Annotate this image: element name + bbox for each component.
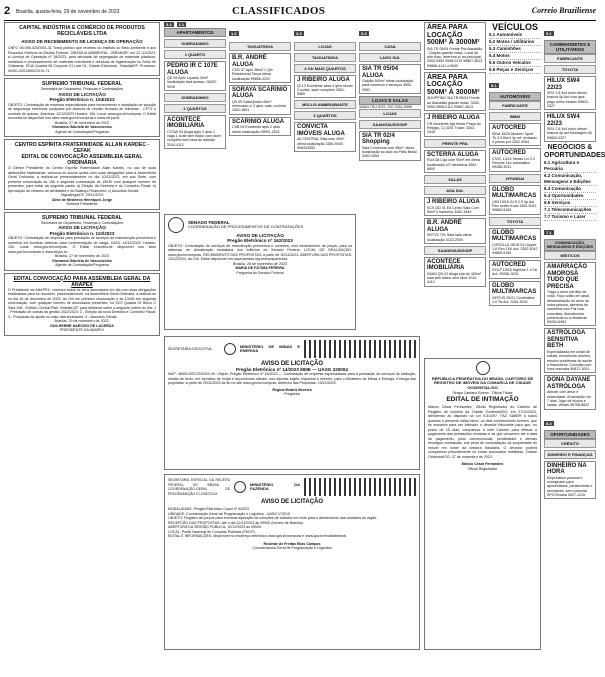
classified-ad — [544, 262, 596, 326]
ad-body: VIRTUS 20/21 Comfortline 1.0 Tsi Aut. 3262-5042 — [492, 295, 535, 304]
category-item: 7.1 Telecomunicações — [544, 207, 596, 214]
notice-signer: Aline de Medeiros Henriques Jorge — [51, 197, 113, 202]
city-lago-sul: LAGO SUL — [359, 53, 421, 62]
notice-subtitle: Pregão Eletrônico nº 14/2023 MME — UASG 320004 — [236, 367, 348, 372]
ad-title: SIA TR 05/04 ALUGA — [362, 66, 399, 79]
ad-body: SRTVS 701 Sala sala ótima localização 3322-2000 — [427, 233, 472, 242]
classified-ad — [424, 197, 486, 216]
ad-body: COROLLA 18/18 GLI Upper 1.8 Flex 16V Aut. 3262-5042 99869-5199 — [492, 242, 538, 256]
ad-body: CR excelente loja frente Praça do Relógio, Cj 3251 Tratar: 3262-3449 — [427, 121, 481, 135]
notice-title: AVISO DE LICITAÇÃO — [260, 499, 324, 505]
ad-title: GLOBO MULTIMARCAS — [492, 282, 537, 296]
sub-category-misticos: MÍSTICOS — [544, 251, 596, 260]
ad-title: B.R. ANDRÉ ALUGA — [427, 220, 462, 233]
notice-cartorio — [424, 358, 541, 651]
sub-category-credito: CRÉDITO — [544, 439, 596, 448]
notice-subtitle: AVISO DE RECEBIMENTO DE LICENÇA DE OPERAÇÃO — [21, 39, 143, 44]
notice-line: OBJETO: Registro de preços para eventual aquisição de soluções de trabalho em rede para o atendimento das unidades do órgão. — [168, 516, 378, 520]
rooms-3: 3 QUARTOS — [294, 111, 356, 120]
category-item: 5.6 Peças e Serviços — [489, 67, 541, 74]
category-item: 5.2 Motos / Utilitários — [489, 39, 541, 46]
category-automoveis: AUTOMÓVEIS — [489, 92, 541, 101]
notice-signer-role: Coordenadora-Geral de Programação e Logística — [252, 546, 332, 550]
ad-body: Empréstimo pessoal e consignado para aposentados, pensionistas e servidores, sem consulta SPC/Serasa 3027-1215 — [547, 475, 593, 497]
category-item: 6.1 Agricultura e Pecuária — [544, 160, 596, 173]
notice-dept: COORDENAÇÃO DE PROCEDIMENTOS DE CONTRATAÇÕES — [188, 224, 304, 229]
notice-title: CAPITAL INDÚSTRIA E COMÉRCIO DE PRODUTOS RECICLÁVEIS LTDA — [19, 25, 145, 37]
vehicle-categories — [489, 32, 541, 74]
notice-line: MODALIDADE: Pregão Eletrônico Copol nº 6/2023 — [168, 507, 250, 511]
ad-title: AUTOCRED — [492, 125, 526, 131]
sub-category: MOLLI0 AMMIRABANTE — [294, 100, 356, 109]
notice-org: MINISTÉRIO DA FAZENDA — [250, 481, 300, 491]
classified-ad — [424, 113, 486, 136]
ad-body: QS 05 Sala/Quarto 64m² reformado c/ 2 qtos, sala, cozinha 3351-4891 — [232, 99, 286, 113]
ad-body: Atende com amor e sinceridade. Amarração em 7 dias. Jogo de búzios e cartas. Whats 99798-8822 — [547, 390, 591, 408]
ad-body: RUA 08 Loja com 90m² em ótima localização c/2 banheiros 3561-8600 — [427, 158, 480, 171]
sub-category-financas: DINHEIRO E FINANÇAS — [544, 450, 596, 459]
notice-org: SUPREMO TRIBUNAL FEDERAL — [41, 81, 123, 88]
classified-ad — [359, 131, 421, 161]
category-casa: CASA — [359, 42, 421, 51]
notice-signer: Regina Beatriz Bezerra — [272, 387, 312, 392]
classified-ad — [164, 115, 226, 149]
ad-body: Trago o amor perdido de volta. Faço união de casal, desamarração do amor de outra pessoa, abertura de caminhos com Pai Ivan, consultas. Atendimento presencial ou a distância. 99254-6983 — [547, 290, 590, 325]
classified-ad — [544, 461, 596, 499]
page-number: 2 — [4, 5, 11, 17]
governo-federal-logo — [304, 478, 416, 496]
category-code: 8.4 — [546, 420, 552, 426]
city-sobradinho-2: SOBRADINHO — [164, 93, 226, 102]
notice-anapex — [4, 273, 160, 336]
notice-title: EDITAL DE INTIMAÇÃO — [446, 396, 519, 404]
category-item: 5.3 Caminhões — [489, 46, 541, 53]
ad-title: J RIBEIRO ALUGA — [427, 199, 480, 206]
classified-ad — [489, 185, 541, 215]
ad-body: Especializada em união de casais, encaminha amores, resolve problemas de saúde e financeiros. Consulta com hora marcada 99817-3001 — [547, 349, 593, 372]
classified-ad — [424, 72, 486, 111]
governo-federal-logo — [304, 340, 416, 358]
column-commercial — [359, 22, 421, 327]
notice-body: CNPJ: 06.098.320/0001-31 Torna público que recebeu do Instituto do Meio Ambiente e dos Recursos Hídricos do Distrito Federal - BRASÍLIA AMBIENTAL - IBRAM/DF, em 22 /11/2023, a Licença de Operação nº 18/2023, para atividade de segregação de materiais plásticos, metálicos e processamento de materiais recicláveis e resíduos de higienização no Setor de Chácaras, SCIA Quadra 08 Conjunto 01 Lote 01, Cidade Estrutural - Brasília/DF. Processo: 00391-00013602/2019-71. — [8, 46, 156, 73]
ad-body: QD 09 Apto 1quarto 30m² localização fácil acesso. 98287-9016 — [167, 76, 218, 89]
notice-body: OBJETO: Contratação de empresa para prestação de serviços de manutenção preventiva e corretiva em bombas elétricas para movimentação de carga. DATA: 14/12/2023. Horário: 10h. Local: www.gov.br/compras. O Edital encontra-se disponível nos sites www.gov.br/compras e www.stf.jus.br. — [8, 236, 156, 254]
notice-title: AVISO DE LICITAÇÃO — [58, 225, 106, 231]
notice-body: OBJETO: Contratação de serviços de manutenção preventiva e corretiva, com fornecimento de peças, para os sistemas de climatização instalados nos edifícios do Senado Federal. LOCAL DE REALIZAÇÃO: www.gov.br/compras. RECEBIMENTO DAS PROPOSTAS: a partir de 30/11/2023. ABERTURA DAS PROPOSTAS: 13/12/2023, às 10h. Edital disponível em www.senado.leg.br/transparencia. — [168, 243, 352, 262]
notice-date: Brasília, 27 de novembro de 2023 — [55, 120, 109, 125]
notice-date: Brasília, 29 de novembro de 2023. — [54, 319, 110, 324]
ad-title: ACONTECE IMOBILIÁRIA — [167, 116, 205, 130]
notice-signer-role: Pregoeira do Senado Federal — [236, 270, 284, 275]
classified-ad — [489, 123, 541, 146]
classified-ad — [294, 75, 356, 98]
notice-mme — [164, 336, 420, 471]
brand-hyundai: HYUNDAI — [489, 174, 541, 183]
notice-signer-role: Agente de Contratação/Pregoeira — [55, 263, 109, 268]
category-item: 6.5 Serviços — [544, 200, 596, 207]
column-legal-notices — [4, 22, 160, 672]
ad-title: SORAYA SCARINIO ALUGA — [232, 86, 288, 100]
notice-signer-role: PRESIDENTE DA ANAPEX — [59, 328, 105, 333]
category-caminhonetes: CAMINHONETES E UTILITÁRIOS — [544, 40, 596, 54]
city-saan: SAAN/SIA/SIG/SIP — [359, 120, 421, 129]
category-item: 5.1 Automóveis — [489, 32, 541, 39]
ad-title: HILUX SW4 22/23 — [547, 78, 580, 91]
ad-body: QI 13 Excelente casa 4 qtos sendo 2 suítes, lazer completo 3561-9889 — [297, 83, 353, 97]
ad-body: SRX 2.8 4x4 turbo diesel branca 4p Aut com ipva pago ótimo estado 99803-0327 — [547, 91, 589, 108]
classified-ad — [544, 375, 596, 409]
brand-toyota: TOYOTA — [489, 217, 541, 226]
page-header — [4, 2, 596, 21]
notice-body: O Presidente da ANAPEX, convoca todos os seus associados em dia com suas obrigações estatutárias para se reunirem, presencialmente, na Assembleia Geral Ordinária, a realizar-se no dia 16 de dezembro de 2023, às 10h em primeira convocação e às 10h30 em segunda convocação, com qualquer número de associados presentes, no SCS Quadra 02 Bloco C Sala 108 - Edifício Central Park, Brasília-DF, para deliberar sobre a seguinte ordem do dia: 1 - Prestação de contas da gestão 2022/2023; 2 - Eleição da nova Diretoria e Conselho Fiscal; 3 - Propostas de ajuste no valor das anuidades; 4 - Assuntos Gerais. — [8, 287, 156, 319]
label-fabricante: FABRICANTE — [489, 101, 541, 110]
notice-org: CENTRO ESPÍRITA FRATERNIDADE ALLAN KARDEC - CEFAK — [14, 142, 150, 155]
ad-title: J RIBEIRO ALUGA — [427, 115, 480, 122]
category-code: 5.1 — [491, 83, 497, 88]
notice-body: Márcio César Fernandes, Oficial Registrador do Cartório de Registro de Imóveis da Cidade Ocidental/GO, em 27/11/2023, atendendo ao disposto na Lei 9.514/97, FAZ SABER a todos quantos o presente edital virem, ou dele conhecimento tiverem, que se encontra para ser intimado o devedor fiduciante para que, no prazo de 15 dias, compareça a este Cartório para efetuar o pagamento das prestações vencidas e as que vencerem até a data do pagamento, juros convencionais, penalidades e demais encargos contratuais, sob pena de consolidação da propriedade do imóvel em nome da credora fiduciária. O devedor poderá comparecer pessoalmente ou enviar procurador habilitado. Cidade Ocidental/GO, 27 de novembro de 2023. — [428, 405, 537, 459]
classified-ad — [544, 328, 596, 373]
notice-cefak — [4, 139, 160, 210]
ad-title: CONVICTA IMÓVEIS ALUGA — [297, 124, 345, 137]
category-code: 5.1 — [546, 31, 552, 36]
notice-body: O Diretor Presidente do Centro Espírita Fraternidade Allan Kardec, no uso de suas atribuições estatutárias, convoca os sócios quites com suas obrigações para a Assembleia Geral Ordinária, a realizar-se presencialmente no dia 10/12/2023, em sua Sede, com primeira convocação às 15h e segunda convocação às 15h30 com qualquer número de presentes, para tratar da seguinte pauta: a) Eleição da Diretoria e do Conselho Fiscal; b) Aprovação do relatório de atividades e do Balanço Financeiro; c) Assuntos Gerais. — [8, 166, 156, 193]
ad-title: ACONTECE IMOBILIÁRIA — [427, 258, 465, 272]
ad-title: PEDRO IR C 107E ALUGA — [167, 63, 218, 76]
notice-date: Taguatinga/DF, 29/11/2023 — [60, 193, 104, 198]
brasao-icon — [476, 361, 490, 375]
notice-stf-104 — [4, 78, 160, 137]
column-areas — [424, 22, 486, 357]
category-code: 3.3 — [166, 22, 172, 27]
classified-ad — [424, 218, 486, 244]
notice-signer: Giovanna Gabriela de Vasconcelos — [52, 258, 112, 263]
classified-ad — [229, 85, 291, 115]
ad-body: SCS QD 01 Ed Cedro Sala Com 50m² e banheiro 3262-3449 — [427, 205, 479, 214]
city-asa-sul: ASA SUL — [424, 186, 486, 195]
classified-ad — [229, 53, 291, 83]
notice-date: Brasília, 27 de novembro de 2023 — [55, 254, 109, 259]
category-lojas-salas: LOJAS E SALAS — [359, 96, 421, 105]
classified-ad — [294, 122, 356, 152]
notice-fazenda — [164, 474, 420, 651]
ad-title: AUTOCRED — [492, 150, 526, 157]
brand-bmw: BMW — [489, 112, 541, 121]
ad-title: ÁREA PARA LOCAÇÃO 500M² À 3000M² — [427, 73, 480, 96]
rooms-2: 2 QUARTOS — [164, 104, 226, 113]
category-apartments: APARTAMENTOS — [164, 28, 226, 37]
section-business: NEGÓCIOS & OPORTUNIDADES — [544, 144, 605, 160]
notice-signer: Giovanna Gabriela de Vasconcelos — [52, 125, 112, 130]
classified-ad — [359, 64, 421, 94]
ad-title: SCTERRA ALUGA — [427, 151, 479, 158]
rooms-4: 4 OU MAIS QUARTOS — [294, 64, 356, 73]
ad-title: GLOBO MULTIMARCAS — [492, 229, 537, 243]
ad-body: SHOPPING SIA TR 05/04 Frente ao Atacadão grande estac. 3262-0953 9998-0113 99867-3813 — [427, 96, 480, 110]
category-code: 7.1 — [546, 230, 552, 236]
category-note: SAAN TSU SGS, SIG 3262-9996 — [359, 104, 412, 109]
page-date: Brasília, quarta-feira, 29 de novembro de 2023 — [16, 9, 120, 15]
category-lojas: LOJAS — [294, 42, 356, 51]
ad-body: CCSW 03 Aluga Apto 2 qtos 1 vaga 1 suíte sem fiador com lazer completo sem taxa de adesão 3244-4112 — [167, 129, 221, 147]
classified-ad — [229, 117, 291, 136]
ad-body: SRX 2.8 4x4 turbo diesel branca 4p aut blindagem 3A 99803-0327 — [547, 127, 592, 140]
ad-title: ÁREA PARA LOCAÇÃO 500M² À 3000M² — [427, 24, 480, 46]
category-item: 6.4 Oportunidades — [544, 193, 596, 200]
city-sobradinho: SOBRADINHO — [164, 39, 226, 48]
notice-org: REPÚBLICA FEDERATIVA DO BRASIL CARTÓRIO DE REGISTRO DE IMÓVEIS DA COMARCA DE CIDADE OCIDENTAL/GO — [431, 375, 534, 391]
ad-body: SINA 19/20 Modern Sport Tb 2.0 flex4 4p ref. revisado, 4 pneus por 3262-0954 — [492, 131, 538, 145]
notice-title: AVISO DE LICITAÇÃO — [236, 233, 284, 238]
category-comunicacao: COMUNICAÇÃO, MENSAGENS E EDIÇÕES — [544, 239, 596, 251]
rooms-1: 1 QUARTO — [164, 50, 226, 59]
classified-ad — [544, 76, 596, 110]
ad-title: J RIBEIRO ALUGA — [297, 77, 350, 83]
notice-line: EDITAL E INFORMAÇÕES: disponível no endereço eletrônico www.gov.br/compras e www.gov.br/receitafederal — [168, 534, 347, 538]
notice-org: SUPREMO TRIBUNAL FEDERAL — [41, 214, 123, 221]
notice-line: ABERTURA DA SESSÃO PÚBLICA: 12/12/2023 às 09h00. — [168, 525, 263, 529]
category-code: 1.1 — [178, 22, 185, 27]
notice-stf-110 — [4, 212, 160, 271]
category-oportunidades: OPORTUNIDADES — [544, 430, 596, 439]
notice-line: RECEPÇÃO DAS PROPOSTAS: até o dia 12/12/2023 às 09h00 (horário de Brasília). — [168, 520, 304, 525]
ad-title: AMARRAÇÃO AMOROSA TUDO QUE PRECISA — [547, 264, 587, 290]
city-taguatinga: TAGUATINGA — [229, 42, 291, 51]
ad-title: GLOBO MULTIMARCAS — [492, 186, 537, 200]
classified-ad — [489, 228, 541, 258]
category-item: 6.2 Comunicação, Mensagens e Edições — [544, 173, 596, 186]
notice-address: Sérgio Caetano Bueno - Oficial Titular — [452, 390, 513, 395]
category-item: 6.3 Comunicação — [544, 186, 596, 193]
category-item: 7.7 Turismo e Lazer — [544, 214, 596, 221]
notice-dept: Secretaria de Orçamento, Finanças e Contratações — [40, 220, 124, 225]
ad-title: SIA TR 02/4 Shopping — [362, 132, 395, 146]
ad-title: DINHEIRO NA HORA — [547, 462, 587, 476]
label-fabricante: FABRICANTE — [544, 54, 596, 63]
senado-seal-icon — [168, 217, 184, 233]
notice-body: OBJETO: Contratação de empresa especializada para fornecimento e instalação de solução de segurança eletrônica composta por sistema de circuito fechado de televisão - CFTV e controle de acesso. Abertura: 12/12/2023 Horário: 10h. Local: www.gov.br/compras. O Edital encontra-se disponível nos sites www.gov.br/compras e www.stf.jus.br. — [8, 102, 156, 121]
ad-body: CIVIC 13/14 Sedan Lxr 2.0 Flexone 16v automático 99286-3031 — [492, 156, 535, 170]
classified-ad — [424, 150, 486, 173]
notice-body: NUP: 48300.000720/2023-09. Objeto: Pregão Eletrônico nº 14/2023 — Contratação de empresa especializada para a prestação de serviços de tradução, versão de texto, em formatos de mídia e documentos oficiais, nos idiomas inglês, espanhol e francês, para o Ministério de Minas e Energia. Entrega das propostas: a partir de 29/11/2023 às 8h no site www.gov.br/compras. Abertura das Propostas: 13/12/2023. — [168, 372, 416, 386]
notice-org: MINISTÉRIO DE MINAS E ENERGIA — [240, 343, 300, 353]
notice-signer: Márcio César Fernandes — [461, 462, 504, 467]
ad-body: GOLF 19/19 Highline 1.4 Tsi Aut. 99286-3031 — [492, 268, 538, 277]
notice-title: AVISO DE LICITAÇÃO — [260, 361, 324, 367]
section-title: CLASSIFICADOS — [232, 5, 326, 17]
category-lojas: LOJAS — [359, 109, 421, 118]
city-saan: SAAN/SIA/SIG/SIP — [424, 246, 486, 255]
notice-senado — [164, 214, 356, 332]
classified-ad — [164, 61, 226, 91]
ad-body: 135i 15/16 GLS 2.0 4p Aut Flex aceito troca 3262-5042 99869-5199 — [492, 199, 537, 213]
ad-body: CSB 09 Excelente apto 2 qtos ótima localização 99991-2021 — [232, 125, 280, 134]
classified-ad — [544, 112, 596, 142]
section-vehicles: VEÍCULOS — [491, 22, 538, 32]
ad-body: AV CENTRAL Sala com 30m² ótima localização 3356-9000 996333552 — [297, 137, 345, 150]
ad-body: CSG 07 Apto 36m2 1 Qto Residencial Tonya ótima localização 99856-3222 — [232, 68, 273, 81]
category-item: 5.5 Outros Veículos — [489, 60, 541, 67]
notice-signer: MARIA DE FÁTIMA PEREIRA — [235, 266, 285, 271]
notice-org: SENADO FEDERAL — [188, 219, 230, 225]
ad-body: Sala Comercial com 45m², ótima localização ao lado do Pátio Brasil 3262-0064 — [362, 145, 417, 159]
notice-capital — [4, 22, 160, 76]
notice-line: LOCAL: Portal Nacional de Compras Públicas (PNCP). — [168, 529, 256, 534]
notice-subtitle: Pregão Eletrônico nº 162/2023 — [227, 238, 293, 244]
classified-ad — [489, 148, 541, 171]
column-apartments — [164, 22, 226, 212]
ad-title: HILUX SW4 22/23 — [547, 114, 580, 127]
notice-title: AVISO DE LICITAÇÃO — [58, 91, 106, 97]
category-item: 5.4 Motos — [489, 53, 541, 60]
notice-signer-role: Agente de Contratação/Pregoeira — [55, 129, 109, 134]
notice-signer: GUILHERME NARCISO DE LACERDA — [50, 323, 114, 328]
classified-ad — [489, 260, 541, 279]
notice-dept: Secretaria de Orçamento, Finanças e Contratações — [40, 87, 124, 92]
column-apartments-2 — [229, 22, 291, 212]
notice-title: EDITAL CONVOCAÇÃO PARA ASSEMBLEIA GERAL DA ANAPEX — [13, 275, 151, 288]
ad-body: Galpão 500m² ótima localização para comércio e serviços 3552-0953 — [362, 79, 414, 92]
notice-dept: SECRETARIA ESPECIAL DA RECEITA FEDERAL DO BRASIL - COORDENAÇÃO-GERAL DE PROGRAMAÇÃO E LOGÍSTICA — [168, 478, 230, 496]
category-code: 3.3 — [361, 31, 367, 36]
ad-title: SCARINIO ALUGA — [232, 118, 285, 125]
brand-toyota: TOYOTA — [544, 65, 596, 74]
notice-subtitle: Pregão Eletrônico n. 110/2023 — [49, 230, 115, 236]
notice-dept: SECRETARIA EXECUTIVA — [168, 346, 212, 351]
notice-signer-role: Diretora Presidente — [66, 202, 98, 207]
sub-category: FRENTE PRA — [424, 139, 486, 148]
classified-ad — [424, 22, 486, 70]
classified-ad — [489, 281, 541, 307]
ad-title: ASTRÓLOGA SENSITIVA BETH — [547, 330, 586, 350]
category-salas: SALAS — [424, 175, 486, 184]
notice-signer: Rosimar de Freitas Elias Campos — [263, 541, 321, 546]
category-code: 1.2 — [231, 31, 237, 36]
ad-body: SIA TR 05/04 Frente Pra Atacadão - Galpão grande estac. Local de alto fluxo, abertura p/ via principal, 3262-0953 9998-0113 99867-3813 99866-4141 c/3640 — [427, 46, 483, 68]
notice-title: EDITAL DE CONVOCAÇÃO ASSEMBLEIA GERAL ORDINÁRIA — [21, 154, 143, 167]
notice-subtitle: Pregão Eletrônico n. 104/2023 — [49, 97, 115, 103]
notice-signer-role: Oficial Registrador — [467, 466, 498, 471]
column-business — [544, 22, 605, 672]
brasao-icon — [224, 343, 236, 355]
notice-date: Brasília, 28 de novembro de 2023 — [233, 261, 287, 266]
city-taguatinga: TAGUATINGA — [294, 53, 356, 62]
brasao-icon — [234, 481, 246, 493]
business-categories — [544, 160, 596, 221]
ad-title: AUTOCRED — [492, 261, 526, 268]
ad-body: SAAN QD 02 Aluga loja de 450m² sala sem fiador sem taxa 3244-4112 — [427, 271, 481, 285]
notice-signer-role: Pregoeira — [284, 392, 300, 397]
ad-title: DONA DAYANE ASTRÓLOGA — [547, 377, 591, 390]
brand-logo: Correio Braziliense — [531, 6, 596, 15]
column-houses — [294, 22, 356, 212]
classified-ad — [424, 257, 486, 287]
category-code: 3.3 — [296, 31, 302, 36]
column-vehicles — [489, 22, 541, 372]
notice-line: UNIDADE: Coordenação-Geral de Programação e Logística - UASG 170010 — [168, 511, 291, 516]
ad-title: B.R. ANDRÉ ALUGA — [232, 55, 267, 68]
